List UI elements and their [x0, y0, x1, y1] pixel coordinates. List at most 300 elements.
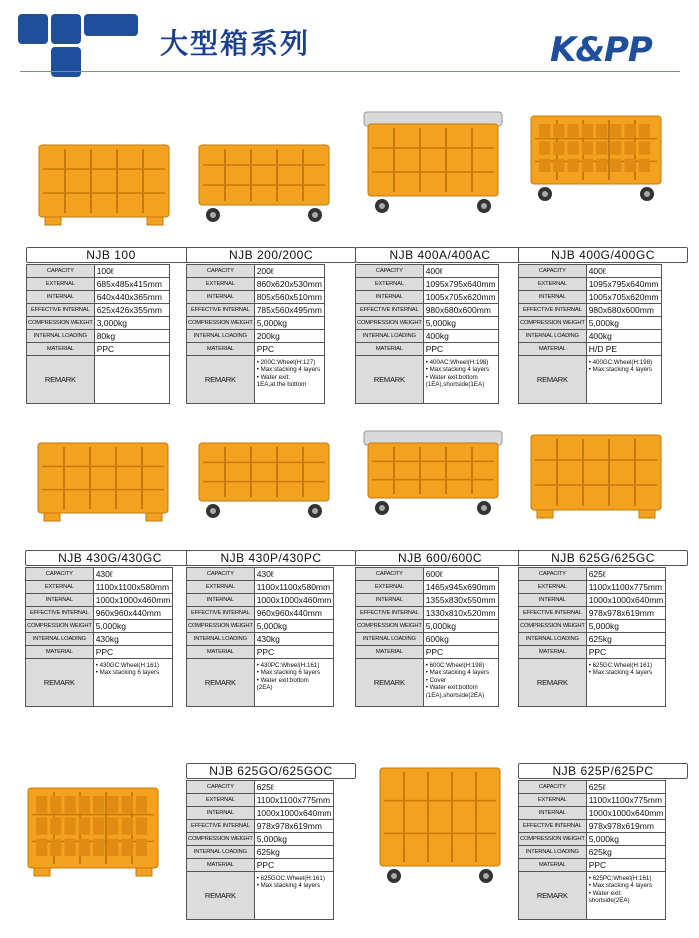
spec-value: 5,000kg	[586, 833, 666, 846]
company-logo-squares	[18, 14, 138, 84]
spec-row-effective-internal	[356, 607, 499, 620]
spec-value: 600ℓ	[423, 568, 498, 581]
product-image	[521, 108, 691, 213]
remark-line: • 600C:Wheel(H:198)	[425, 662, 485, 669]
spec-label: MATERIAL	[26, 646, 94, 659]
spec-row-effective-internal	[187, 607, 334, 620]
spec-label: REMARK	[519, 659, 587, 707]
spec-label: MATERIAL	[27, 343, 95, 356]
spec-label: COMPRESSION WEIGHT	[187, 833, 255, 846]
spec-row-external	[519, 794, 666, 807]
spec-row-material	[356, 343, 499, 356]
spec-row-capacity	[519, 781, 666, 794]
spec-table	[518, 780, 666, 920]
spec-label: INTERNAL LOADING	[519, 633, 587, 646]
spec-value: 100ℓ	[94, 265, 169, 278]
remark-line: • Water exit:	[588, 889, 622, 897]
remark-text	[586, 872, 666, 920]
spec-value: 1355x830x550mm	[423, 594, 498, 607]
spec-row-compression-weight	[187, 620, 334, 633]
spec-value: PPC	[423, 646, 498, 659]
spec-label: EXTERNAL	[187, 278, 255, 291]
spec-value: 430ℓ	[93, 568, 173, 581]
spec-label: COMPRESSION WEIGHT	[519, 833, 587, 846]
spec-label: INTERNAL	[187, 291, 255, 304]
spec-label: INTERNAL	[356, 291, 424, 304]
remark-line: • Water exit:bottom	[256, 676, 309, 684]
spec-row-external	[187, 794, 334, 807]
remark-line: • Water exit:bottom	[425, 684, 478, 692]
remark-text	[254, 356, 324, 404]
spec-row-internal-loading	[187, 330, 325, 343]
spec-table	[25, 567, 173, 707]
spec-row-external	[187, 581, 334, 594]
spec-row-capacity	[26, 568, 173, 581]
product-image	[189, 435, 359, 530]
spec-label: INTERNAL	[356, 594, 424, 607]
spec-value: 1000x1000x640mm	[586, 594, 666, 607]
spec-row-material	[519, 859, 666, 872]
product-image	[189, 137, 359, 234]
spec-value: PPC	[94, 343, 169, 356]
spec-row-capacity	[356, 265, 499, 278]
spec-value: 5,000kg	[586, 620, 666, 633]
remark-text	[586, 659, 666, 707]
product-image-625go	[18, 780, 168, 885]
spec-row-material	[356, 646, 499, 659]
spec-row-remark	[187, 659, 334, 707]
model-name: NJB 200/200C	[186, 247, 356, 263]
remark-line: • Max:stacking 6 layers	[95, 669, 160, 677]
spec-value: 1000x1000x460mm	[254, 594, 334, 607]
spec-row-internal-loading	[519, 330, 662, 343]
spec-label: INTERNAL LOADING	[187, 330, 255, 343]
spec-value: 805x560x510mm	[254, 291, 324, 304]
spec-label: MATERIAL	[187, 343, 255, 356]
spec-label: EXTERNAL	[356, 278, 424, 291]
spec-label: INTERNAL	[519, 594, 587, 607]
spec-value: 1100x1100x775mm	[586, 794, 666, 807]
spec-label: COMPRESSION WEIGHT	[356, 620, 424, 633]
spec-value: 1000x1000x460mm	[93, 594, 173, 607]
remark-text	[94, 356, 169, 404]
spec-row-external	[27, 278, 170, 291]
spec-row-external	[356, 581, 499, 594]
spec-value: 5,000kg	[586, 317, 661, 330]
spec-value: PPC	[423, 343, 498, 356]
spec-label: CAPACITY	[187, 568, 255, 581]
spec-value: 978x978x619mm	[254, 820, 334, 833]
spec-row-capacity	[187, 568, 334, 581]
spec-value: 5,000kg	[254, 833, 334, 846]
model-name: NJB 625P/625PC	[518, 763, 688, 779]
spec-value: 1095x795x640mm	[586, 278, 661, 291]
spec-row-capacity	[356, 568, 499, 581]
product-image	[521, 427, 691, 527]
spec-value: H/D PE	[586, 343, 661, 356]
spec-label: COMPRESSION WEIGHT	[519, 620, 587, 633]
spec-value: 600kg	[423, 633, 498, 646]
product-image-625p	[370, 760, 510, 895]
spec-row-material	[187, 343, 325, 356]
spec-label: MATERIAL	[187, 646, 255, 659]
spec-value: 430kg	[93, 633, 173, 646]
spec-value: 400kg	[423, 330, 498, 343]
spec-label: EXTERNAL	[187, 581, 255, 594]
spec-label: EXTERNAL	[26, 581, 94, 594]
remark-line: • Max:stacking 4 layers	[425, 366, 490, 374]
spec-label: INTERNAL	[26, 594, 94, 607]
spec-label: CAPACITY	[187, 781, 255, 794]
remark-text	[254, 659, 334, 707]
spec-label: INTERNAL	[519, 291, 587, 304]
spec-row-capacity	[519, 568, 666, 581]
spec-label: COMPRESSION WEIGHT	[356, 317, 424, 330]
spec-label: MATERIAL	[187, 859, 255, 872]
spec-row-effective-internal	[519, 607, 666, 620]
spec-row-internal-loading	[26, 633, 173, 646]
spec-value: 980x680x600mm	[586, 304, 661, 317]
spec-value: 430ℓ	[254, 568, 334, 581]
spec-row-internal-loading	[519, 633, 666, 646]
remark-text	[423, 356, 498, 404]
spec-row-internal	[356, 594, 499, 607]
spec-row-compression-weight	[356, 620, 499, 633]
spec-value: 3,000kg	[94, 317, 169, 330]
remark-line: • Water exit:	[256, 373, 290, 381]
spec-label: MATERIAL	[356, 343, 424, 356]
spec-label: REMARK	[187, 659, 255, 707]
spec-row-effective-internal	[519, 820, 666, 833]
remark-line: • 625PC:Wheel(H:161)	[588, 875, 652, 882]
spec-row-internal-loading	[187, 846, 334, 859]
spec-row-material	[519, 343, 662, 356]
spec-value: 860x620x530mm	[254, 278, 324, 291]
spec-table	[186, 567, 334, 707]
spec-value: 625x426x355mm	[94, 304, 169, 317]
spec-table	[26, 264, 170, 404]
spec-label: INTERNAL LOADING	[187, 633, 255, 646]
spec-label: CAPACITY	[519, 568, 587, 581]
remark-line: • Max:stacking 4 layers	[256, 366, 321, 374]
spec-row-remark	[26, 659, 173, 707]
remark-line: • Water exit:bottom	[425, 373, 478, 381]
spec-row-internal-loading	[27, 330, 170, 343]
spec-row-compression-weight	[519, 317, 662, 330]
spec-label: EFFECTIVE INTERNAL	[26, 607, 94, 620]
spec-label: EFFECTIVE INTERNAL	[187, 820, 255, 833]
spec-row-internal	[187, 594, 334, 607]
spec-label: EFFECTIVE INTERNAL	[519, 607, 587, 620]
spec-label: CAPACITY	[519, 265, 587, 278]
spec-label: INTERNAL LOADING	[26, 633, 94, 646]
spec-label: EXTERNAL	[519, 794, 587, 807]
spec-label: COMPRESSION WEIGHT	[187, 317, 255, 330]
spec-value: 625ℓ	[254, 781, 334, 794]
spec-label: EXTERNAL	[356, 581, 424, 594]
spec-row-internal	[356, 291, 499, 304]
spec-row-internal	[187, 291, 325, 304]
spec-value: 960x960x440mm	[93, 607, 173, 620]
spec-label: INTERNAL LOADING	[356, 330, 424, 343]
spec-table	[518, 567, 666, 707]
remark-line: • 625GC:Wheel(H:161)	[588, 662, 653, 669]
spec-row-capacity	[187, 781, 334, 794]
remark-line: 1EA,at the bottom	[256, 381, 307, 389]
remark-line: (2EA)	[256, 684, 273, 692]
spec-row-internal-loading	[356, 633, 499, 646]
spec-row-internal	[26, 594, 173, 607]
spec-value: 625kg	[586, 633, 666, 646]
spec-label: INTERNAL	[187, 807, 255, 820]
spec-row-internal-loading	[519, 846, 666, 859]
spec-table	[355, 567, 499, 707]
spec-row-capacity	[27, 265, 170, 278]
remark-line: • Max:stacking 4 layers	[425, 669, 490, 677]
spec-row-material	[519, 646, 666, 659]
spec-label: REMARK	[187, 356, 255, 404]
remark-line: shortside(2EA)	[588, 897, 630, 905]
model-name: NJB 625GO/625GOC	[186, 763, 356, 779]
spec-row-external	[519, 581, 666, 594]
spec-label: REMARK	[356, 356, 424, 404]
spec-value: 625kg	[586, 846, 666, 859]
spec-label: CAPACITY	[27, 265, 95, 278]
spec-row-remark	[27, 356, 170, 404]
spec-value: 1000x1000x640mm	[254, 807, 334, 820]
spec-label: CAPACITY	[519, 781, 587, 794]
brand-logo	[548, 30, 683, 68]
spec-label: INTERNAL LOADING	[27, 330, 95, 343]
spec-value: 5,000kg	[254, 620, 334, 633]
remark-line: • Max:stacking 6 layers	[256, 669, 321, 677]
spec-row-effective-internal	[27, 304, 170, 317]
remark-line: • 625GOC:Wheel(H:161)	[256, 875, 325, 882]
spec-row-compression-weight	[519, 833, 666, 846]
spec-row-internal-loading	[187, 633, 334, 646]
spec-value: 1005x705x620mm	[586, 291, 661, 304]
spec-value: 5,000kg	[254, 317, 324, 330]
spec-value: 980x680x600mm	[423, 304, 498, 317]
spec-value: PPC	[254, 646, 334, 659]
spec-value: 1465x945x690mm	[423, 581, 498, 594]
product-image	[358, 108, 528, 225]
spec-value: PPC	[586, 859, 666, 872]
spec-value: PPC	[254, 343, 324, 356]
spec-label: MATERIAL	[356, 646, 424, 659]
spec-value: PPC	[254, 859, 334, 872]
spec-label: EFFECTIVE INTERNAL	[519, 820, 587, 833]
spec-value: 5,000kg	[93, 620, 173, 633]
spec-row-compression-weight	[519, 620, 666, 633]
remark-line: • Max:stacking 4 layers	[256, 882, 321, 890]
spec-row-compression-weight	[27, 317, 170, 330]
spec-label: COMPRESSION WEIGHT	[519, 317, 587, 330]
spec-row-compression-weight	[187, 833, 334, 846]
spec-row-remark	[356, 659, 499, 707]
spec-row-effective-internal	[356, 304, 499, 317]
spec-value: 785x560x495mm	[254, 304, 324, 317]
spec-row-internal	[519, 291, 662, 304]
spec-row-compression-weight	[187, 317, 325, 330]
model-name: NJB 430G/430GC	[25, 550, 195, 566]
spec-label: INTERNAL LOADING	[356, 633, 424, 646]
spec-label: EFFECTIVE INTERNAL	[187, 304, 255, 317]
spec-value: 400kg	[586, 330, 661, 343]
spec-value: 430kg	[254, 633, 334, 646]
spec-row-remark	[519, 356, 662, 404]
remark-line: • 430GC:Wheel(H:161)	[95, 662, 160, 669]
spec-label: INTERNAL LOADING	[187, 846, 255, 859]
spec-value: 400ℓ	[423, 265, 498, 278]
spec-value: 960x960x440mm	[254, 607, 334, 620]
spec-row-external	[519, 278, 662, 291]
spec-label: CAPACITY	[26, 568, 94, 581]
spec-label: MATERIAL	[519, 646, 587, 659]
spec-row-compression-weight	[26, 620, 173, 633]
spec-row-compression-weight	[356, 317, 499, 330]
spec-label: EXTERNAL	[519, 278, 587, 291]
remark-line: • 400GC:Wheel(H:198)	[588, 359, 653, 366]
model-name: NJB 625G/625GC	[518, 550, 688, 566]
spec-row-capacity	[519, 265, 662, 278]
remark-line: • Max:stacking 4 layers	[588, 669, 653, 677]
spec-value: 625ℓ	[586, 781, 666, 794]
spec-label: MATERIAL	[519, 859, 587, 872]
spec-value: 200ℓ	[254, 265, 324, 278]
spec-label: COMPRESSION WEIGHT	[187, 620, 255, 633]
spec-value: 1100x1100x775mm	[254, 794, 334, 807]
spec-value: 200kg	[254, 330, 324, 343]
spec-label: EXTERNAL	[187, 794, 255, 807]
spec-label: EFFECTIVE INTERNAL	[27, 304, 95, 317]
model-name: NJB 400G/400GC	[518, 247, 688, 263]
spec-label: REMARK	[27, 356, 95, 404]
remark-line: (1EA),shortside(2EA)	[425, 691, 485, 699]
spec-table	[355, 264, 499, 404]
spec-row-material	[187, 646, 334, 659]
spec-label: CAPACITY	[356, 265, 424, 278]
spec-row-capacity	[187, 265, 325, 278]
spec-value: 1005x705x620mm	[423, 291, 498, 304]
spec-row-internal	[27, 291, 170, 304]
spec-label: REMARK	[356, 659, 424, 707]
spec-label: INTERNAL LOADING	[519, 846, 587, 859]
spec-table	[186, 780, 334, 920]
spec-value: 625ℓ	[586, 568, 666, 581]
product-image	[358, 427, 528, 527]
spec-label: INTERNAL LOADING	[519, 330, 587, 343]
spec-value: 640x440x365mm	[94, 291, 169, 304]
remark-text	[254, 872, 334, 920]
spec-row-internal	[519, 594, 666, 607]
spec-label: CAPACITY	[187, 265, 255, 278]
spec-row-internal	[187, 807, 334, 820]
spec-row-remark	[519, 659, 666, 707]
spec-label: EXTERNAL	[27, 278, 95, 291]
spec-value: 1095x795x640mm	[423, 278, 498, 291]
remark-line: • 430PC:Wheel(H:161)	[256, 662, 320, 669]
spec-row-internal	[519, 807, 666, 820]
spec-row-remark	[187, 356, 325, 404]
model-name: NJB 400A/400AC	[355, 247, 525, 263]
spec-label: INTERNAL	[27, 291, 95, 304]
spec-value: 625kg	[254, 846, 334, 859]
spec-value: PPC	[586, 646, 666, 659]
spec-value: 400ℓ	[586, 265, 661, 278]
remark-text	[586, 356, 661, 404]
spec-label: REMARK	[519, 356, 587, 404]
spec-label: INTERNAL	[519, 807, 587, 820]
spec-value: 1000x1000x640mm	[586, 807, 666, 820]
header-divider	[20, 71, 680, 72]
spec-label: INTERNAL	[187, 594, 255, 607]
product-image	[28, 435, 198, 530]
spec-value: 1330x810x520mm	[423, 607, 498, 620]
spec-label: COMPRESSION WEIGHT	[27, 317, 95, 330]
spec-label: CAPACITY	[356, 568, 424, 581]
remark-text	[423, 659, 498, 707]
spec-value: 978x978x619mm	[586, 607, 666, 620]
spec-value: 5,000kg	[423, 317, 498, 330]
spec-value: 685x485x415mm	[94, 278, 169, 291]
spec-label: COMPRESSION WEIGHT	[26, 620, 94, 633]
spec-value: 1100x1100x775mm	[586, 581, 666, 594]
spec-label: EFFECTIVE INTERNAL	[519, 304, 587, 317]
model-name: NJB 600/600C	[355, 550, 525, 566]
model-name: NJB 100	[26, 247, 196, 263]
spec-label: REMARK	[26, 659, 94, 707]
spec-value: 1100x1100x580mm	[254, 581, 334, 594]
spec-label: REMARK	[187, 872, 255, 920]
spec-row-external	[26, 581, 173, 594]
spec-table	[518, 264, 662, 404]
spec-row-remark	[187, 872, 334, 920]
spec-row-effective-internal	[187, 820, 334, 833]
spec-label: EFFECTIVE INTERNAL	[187, 607, 255, 620]
spec-label: EXTERNAL	[519, 581, 587, 594]
remark-line: • 400AC:Wheel(H:198)	[425, 359, 489, 366]
spec-row-remark	[356, 356, 499, 404]
spec-row-effective-internal	[26, 607, 173, 620]
spec-label: EFFECTIVE INTERNAL	[356, 304, 424, 317]
spec-row-effective-internal	[187, 304, 325, 317]
spec-value: 80kg	[94, 330, 169, 343]
spec-row-effective-internal	[519, 304, 662, 317]
model-name: NJB 430P/430PC	[186, 550, 356, 566]
product-image	[29, 137, 199, 234]
spec-row-external	[187, 278, 325, 291]
spec-table	[186, 264, 325, 404]
spec-label: REMARK	[519, 872, 587, 920]
spec-value: 978x978x619mm	[586, 820, 666, 833]
spec-label: MATERIAL	[519, 343, 587, 356]
remark-line: (1EA),shortside(1EA)	[425, 381, 485, 389]
spec-value: 1100x1100x580mm	[93, 581, 173, 594]
remark-line: • Max:stacking 4 layers	[588, 366, 653, 374]
remark-line: • Cover	[425, 676, 447, 684]
remark-text	[93, 659, 173, 707]
svg-text:K&PP: K&PP	[550, 30, 652, 68]
spec-row-external	[356, 278, 499, 291]
spec-row-internal-loading	[356, 330, 499, 343]
spec-value: PPC	[93, 646, 173, 659]
spec-row-remark	[519, 872, 666, 920]
spec-row-material	[187, 859, 334, 872]
page-title: 大型箱系列	[160, 27, 311, 60]
spec-row-material	[26, 646, 173, 659]
spec-value: 5,000kg	[423, 620, 498, 633]
